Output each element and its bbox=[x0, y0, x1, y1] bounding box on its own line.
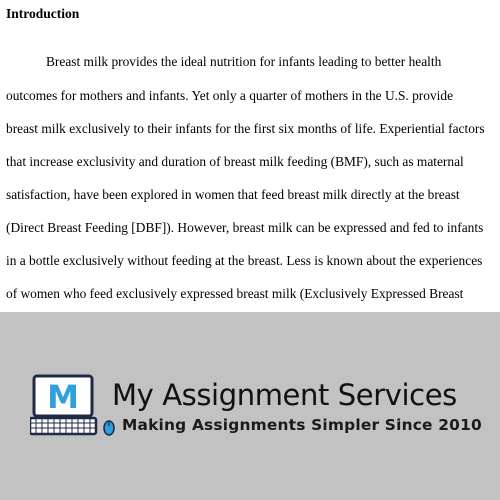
paragraph-line: in a bottle exclusively without feeding at the breast. Less is known about the experiences bbox=[6, 253, 483, 268]
brand-tagline: Making Assignments Simpler Since 2010 bbox=[122, 416, 482, 434]
paragraph-line: Breast milk provides the ideal nutrition for infants leading to better health bbox=[46, 54, 442, 69]
brand-name: My Assignment Services bbox=[112, 378, 457, 412]
brand-banner bbox=[0, 312, 500, 500]
paragraph-line: of women who feed exclusively expressed breast milk (Exclusively Expressed Breast bbox=[6, 286, 464, 301]
paragraph-line: satisfaction, have been explored in women that feed breast milk directly at the breast bbox=[6, 187, 460, 202]
paragraph-line: (Direct Breast Feeding [DBF]). However, breast milk can be expressed and fed to infants bbox=[6, 220, 484, 235]
section-heading: Introduction bbox=[6, 6, 80, 21]
paragraph-line: that increase exclusivity and duration of breast milk feeding (BMF), such as maternal bbox=[6, 154, 464, 169]
logo-letter: M bbox=[47, 378, 79, 416]
paragraph-line: outcomes for mothers and infants. Yet only a quarter of mothers in the U.S. provide bbox=[6, 88, 454, 103]
paragraph-line: breast milk exclusively to their infants for the first six months of life. Experiential factors bbox=[6, 121, 485, 136]
